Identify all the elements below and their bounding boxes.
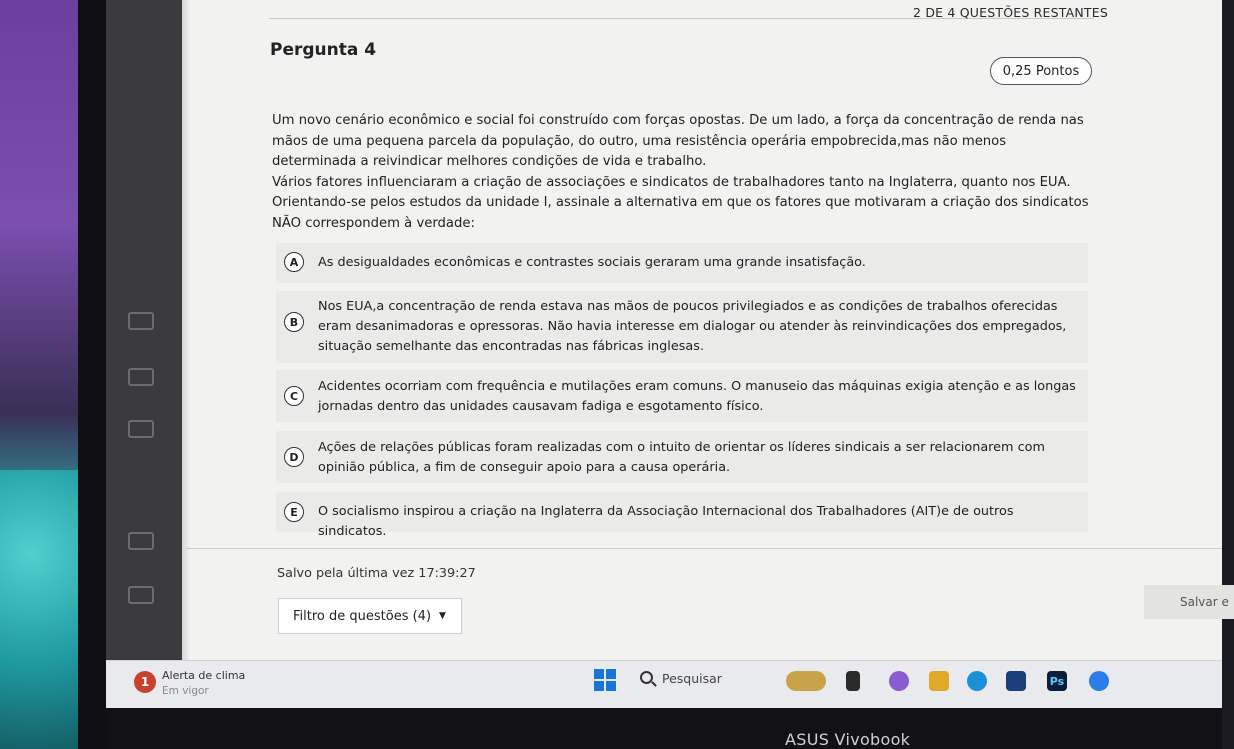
laptop-bezel-bottom [106, 708, 1222, 749]
answer-option-d[interactable] [276, 431, 1088, 483]
option-text[interactable]: Nos EUA,a concentração de renda estava nas mãos de poucos privilegiados e as condições de trabalhos oferecidas eram desanimadoras e opressoras. Não havia interesse em dialogar ou atender às reinvindicações dos empregados, situação semelhante das encontradas nas fábricas inglesas. [318, 299, 1067, 354]
content-shadow [182, 0, 190, 660]
option-text[interactable]: Ações de relações públicas foram realizadas com o intuito de orientar os líderes sindicais a ser relacionarem com opinião pública, a fim de conseguir apoio para a causa operária. [318, 440, 1045, 475]
filter-label: Filtro de questões (4) [293, 608, 432, 624]
answer-option-e[interactable] [276, 492, 1088, 539]
question-filter-dropdown[interactable] [278, 598, 462, 634]
laptop-screen [106, 0, 1229, 708]
answer-option-c[interactable] [276, 370, 1088, 422]
weather-alert-icon[interactable]: 1 [134, 671, 156, 693]
option-text[interactable]: O socialismo inspirou a criação na Inglaterra da Associação Internacional dos Trabalhadores (AIT)e de outros sindicatos. [318, 504, 1014, 539]
option-text[interactable]: Acidentes ocorriam com frequência e mutilações eram comuns. O manuseio das máquinas exigia atenção e as longas jornadas dentro das unidades causavam fadiga e esgotamento físico. [318, 379, 1076, 414]
answer-option-a[interactable] [276, 243, 1088, 283]
option-letter-c[interactable]: C [284, 386, 304, 406]
background-teal-object [0, 470, 78, 749]
option-text[interactable]: As desigualdades econômicas e contrastes sociais geraram uma grande insatisfação. [318, 255, 866, 270]
option-letter-a[interactable]: A [284, 252, 304, 272]
questions-remaining: 2 DE 4 QUESTÕES RESTANTES [913, 5, 1109, 20]
statement-paragraph: Orientando-se pelos estudos da unidade I, assinale a alternativa em que os fatores que motivaram a criação dos sindicatos NÃO correspondem à verdade: [272, 195, 1089, 231]
store-icon[interactable] [1006, 671, 1026, 691]
taskbar-search[interactable]: Pesquisar [662, 671, 722, 686]
taskview-icon[interactable] [846, 671, 860, 691]
photoshop-icon[interactable]: Ps [1047, 671, 1067, 691]
windows-taskbar [106, 660, 1222, 709]
answer-option-b[interactable] [276, 291, 1088, 363]
background-photo-left [0, 0, 78, 749]
copilot-icon[interactable] [889, 671, 909, 691]
sidebar-refresh-icon[interactable] [128, 586, 154, 604]
sidebar-document-icon[interactable] [128, 420, 154, 438]
save-button[interactable]: Salvar e [1144, 585, 1234, 619]
weather-title[interactable]: Alerta de clima [162, 669, 246, 682]
sidebar-file-icon[interactable] [128, 532, 154, 550]
app-sidebar [106, 0, 182, 660]
laptop-brand: ASUS Vivobook [785, 730, 911, 749]
statement-paragraph: Um novo cenário econômico e social foi construído com forças opostas. De um lado, a força da concentração de renda nas mãos de uma pequena parcela da população, do outro, uma resistência operária empobrecida,mas não menos determinada a reivindicar melhores condições de vida e trabalho. [272, 113, 1084, 169]
last-saved-text: Salvo pela última vez 17:39:27 [277, 566, 476, 581]
windows-start-icon[interactable] [594, 669, 616, 691]
chrome-icon[interactable] [1089, 671, 1109, 691]
content-divider [186, 548, 1222, 549]
statement-paragraph: Vários fatores influenciaram a criação de associações e sindicatos de trabalhadores tanto na Inglaterra, quanto nos EUA. [272, 174, 1071, 190]
search-icon[interactable] [640, 671, 653, 684]
sidebar-menu-icon[interactable] [128, 312, 154, 330]
option-letter-b[interactable]: B [284, 312, 304, 332]
edge-icon[interactable] [967, 671, 987, 691]
weather-subtitle[interactable]: Em vigor [162, 685, 209, 697]
points-badge: 0,25 Pontos [990, 57, 1092, 85]
question-statement [272, 111, 1092, 234]
laptop-bezel-left [78, 0, 106, 749]
widget-news-icon[interactable] [786, 671, 826, 691]
option-letter-e[interactable]: E [284, 502, 304, 522]
option-letter-d[interactable]: D [284, 447, 304, 467]
question-title: Pergunta 4 [270, 40, 377, 60]
sidebar-calendar-icon[interactable] [128, 368, 154, 386]
caret-down-icon: ▼ [439, 611, 446, 621]
file-explorer-icon[interactable] [929, 671, 949, 691]
